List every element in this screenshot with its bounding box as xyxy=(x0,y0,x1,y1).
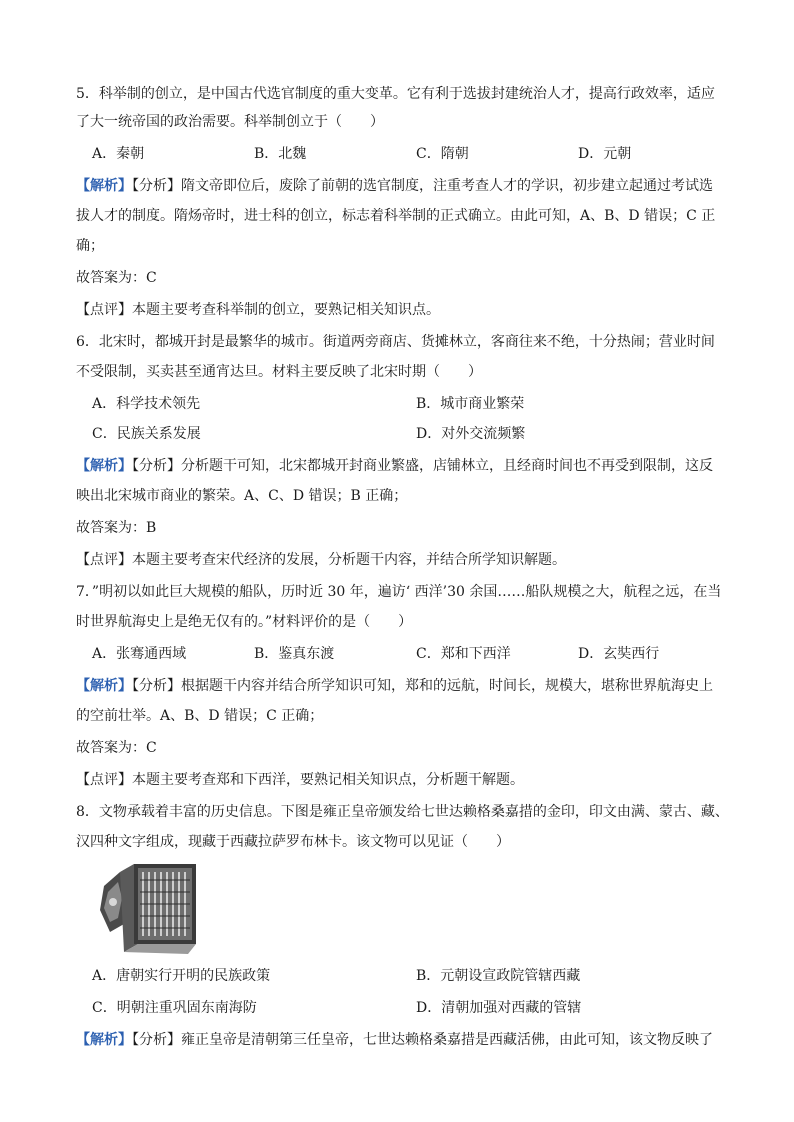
dianping-label: 【点评】 xyxy=(76,302,132,318)
jiexi-label: 【解析】 xyxy=(76,458,132,474)
jiexi-label: 【解析】 xyxy=(76,178,132,194)
q5-option-b: B．北魏 xyxy=(254,146,307,162)
q8-analysis-line-1 xyxy=(76,1028,746,1052)
q5-option-c: C．隋朝 xyxy=(416,146,469,162)
q6-options-row-1 xyxy=(0,392,794,416)
q6-comment-text: 本题主要考查宋代经济的发展，分析题干内容，并结合所学知识解题。 xyxy=(132,552,566,568)
q6-comment-line xyxy=(76,548,746,572)
q7-comment-text: 本题主要考查郑和下西洋，要熟记相关知识点，分析题干解题。 xyxy=(132,772,524,788)
q5-analysis-line-1 xyxy=(76,174,746,198)
q7-stem-line-2: 时世界航海史上是绝无仅有的。”材料评价的是（ ） xyxy=(76,614,413,630)
q8-option-a: A．唐朝实行开明的民族政策 xyxy=(92,968,271,984)
q5-options xyxy=(0,142,794,166)
q5-analysis-text-1: 隋文帝即位后，废除了前朝的选官制度，注重考查人才的学识，初步建立起通过考试选 xyxy=(181,178,713,194)
q5-comment-line xyxy=(76,298,746,322)
q7-answer: 故答案为：C xyxy=(76,740,157,756)
q8-analysis-text-1: 雍正皇帝是清朝第三任皇帝，七世达赖格桑嘉措是西藏活佛，由此可知，该文物反映了 xyxy=(181,1032,713,1048)
q7-option-b: B．鉴真东渡 xyxy=(254,646,335,662)
q5-analysis-line-2: 拔人才的制度。隋炀帝时，进士科的创立，标志着科举制的正式确立。由此可知，A、B、D 错误；C 正 xyxy=(76,208,716,224)
q6-analysis-line-1 xyxy=(76,454,746,478)
seal-image-icon xyxy=(98,858,202,958)
q7-analysis-line-2: 的空前壮举。A、B、D 错误；C 正确； xyxy=(76,708,324,724)
fenxi-label: 【分析】 xyxy=(132,458,181,474)
q8-options-row-2 xyxy=(0,996,794,1020)
q6-analysis-text-1: 分析题干可知，北宋都城开封商业繁盛，店铺林立，且经商时间也不再受到限制，这反 xyxy=(181,458,713,474)
q8-option-b: B．元朝设宣政院管辖西藏 xyxy=(416,968,581,984)
q6-option-c: C．民族关系发展 xyxy=(92,426,201,442)
q7-analysis-text-1: 根据题干内容并结合所学知识可知，郑和的远航，时间长，规模大，堪称世界航海史上 xyxy=(181,678,713,694)
dianping-label: 【点评】 xyxy=(76,772,132,788)
q8-option-d: D．清朝加强对西藏的管辖 xyxy=(416,1000,582,1016)
q6-analysis-line-2: 映出北宋城市商业的繁荣。A、C、D 错误；B 正确； xyxy=(76,488,408,504)
q8-options-row-1 xyxy=(0,964,794,988)
q7-comment-line xyxy=(76,768,746,792)
q6-answer: 故答案为：B xyxy=(76,520,157,536)
fenxi-label: 【分析】 xyxy=(132,178,181,194)
golden-seal-photo xyxy=(98,858,202,958)
q6-option-a: A．科学技术领先 xyxy=(92,396,201,412)
q7-options xyxy=(0,642,794,666)
q6-option-d: D．对外交流频繁 xyxy=(416,426,526,442)
q5-stem-line-2: 了大一统帝国的政治需要。科举制创立于（ ） xyxy=(76,114,384,130)
q7-stem-line-1: 7．”明初以如此巨大规模的船队，历时近 30 年，遍访‘ 西洋’30 余国……船队规模之大，航程之远，在当 xyxy=(76,584,722,600)
jiexi-label: 【解析】 xyxy=(76,1032,132,1048)
q6-stem-line-1: 6．北宋时，都城开封是最繁华的城市。街道两旁商店、货摊林立，客商往来不绝，十分热闹；营业时间 xyxy=(76,334,715,350)
fenxi-label: 【分析】 xyxy=(132,1032,181,1048)
q5-comment-text: 本题主要考查科举制的创立，要熟记相关知识点。 xyxy=(132,302,440,318)
fenxi-label: 【分析】 xyxy=(132,678,181,694)
q6-options-row-2 xyxy=(0,422,794,446)
q5-answer: 故答案为：C xyxy=(76,270,157,286)
q5-stem-line-1: 5．科举制的创立，是中国古代选官制度的重大变革。它有利于选拔封建统治人才，提高行政效率，适应 xyxy=(76,86,715,102)
q7-option-a: A．张骞通西域 xyxy=(92,646,187,662)
q8-stem-line-2: 汉四种文字组成，现藏于西藏拉萨罗布林卡。该文物可以见证（ ） xyxy=(76,834,510,850)
q8-option-c: C．明朝注重巩固东南海防 xyxy=(92,1000,257,1016)
q5-option-a: A．秦朝 xyxy=(92,146,145,162)
q5-option-d: D．元朝 xyxy=(578,146,632,162)
q7-option-c: C．郑和下西洋 xyxy=(416,646,511,662)
q7-option-d: D．玄奘西行 xyxy=(578,646,660,662)
q5-analysis-line-3: 确； xyxy=(76,238,104,254)
q8-stem-line-1: 8．文物承载着丰富的历史信息。下图是雍正皇帝颁发给七世达赖格桑嘉措的金印，印文由满、蒙古、藏、 xyxy=(76,804,729,820)
q6-stem-line-2: 不受限制，买卖甚至通宵达旦。材料主要反映了北宋时期（ ） xyxy=(76,364,482,380)
q7-analysis-line-1 xyxy=(76,674,746,698)
dianping-label: 【点评】 xyxy=(76,552,132,568)
q6-option-b: B．城市商业繁荣 xyxy=(416,396,525,412)
jiexi-label: 【解析】 xyxy=(76,678,132,694)
